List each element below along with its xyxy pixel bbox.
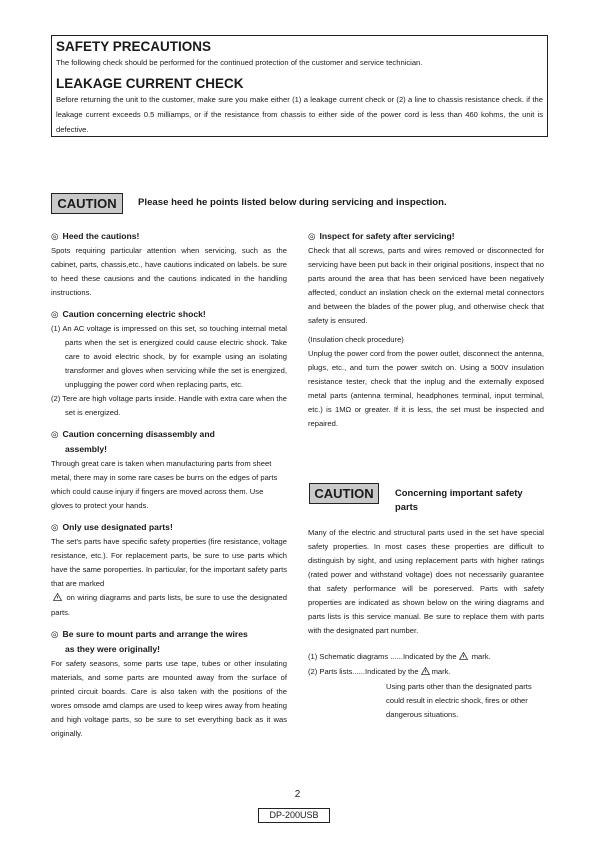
section-heading: ◎ Caution concerning disassembly and assembly! [51, 429, 215, 454]
section-heading: ◎ Heed the cautions! [51, 231, 140, 241]
caution-badge-parts: CAUTION [309, 483, 379, 504]
list-item: (1) Schematic diagrams ......Indicated by the mark. [308, 650, 544, 665]
insulation-title: (Insulation check procedure) [308, 335, 404, 344]
section-heading: ◎ Only use designated parts! [51, 522, 173, 532]
paragraph: Many of the electric and structural parts used in the set have special safety properties. In most cases these properties are difficult to distinguish by sight, and using replacement parts with higher ratings (rated power and withstand voltage) does not necessarily guarantee that safety performance will be poreserved. Parts with safety properties are indicated as shown below on the wiring diagrams and parts lists is this service manual. Be sure to replace them with parts with the designated part number. [308, 528, 544, 635]
page-number: 2 [294, 789, 301, 800]
paragraph: The set's parts have specific safety properties (fire resistance, voltage resistance, etc.). For replacement parts, be sure to use parts which have the same poroperties. In particular, for the important safety parts that are marked on wiring diagrams and parts lists, be sure to use the designated parts. [51, 537, 287, 617]
bullet-icon: ◎ [51, 522, 59, 532]
bullet-icon: ◎ [51, 231, 59, 241]
important-parts-section [308, 526, 544, 722]
safety-intro: The following check should be performed for the continued protection of the customer and service technician. [56, 58, 423, 67]
right-column [308, 222, 544, 431]
safety-precautions-box [51, 35, 548, 137]
section-heading: ◎ Inspect for safety after servicing! [308, 231, 455, 241]
paragraph: Through great care is taken when manufacturing parts from sheet metal, there may in some rare cases be burrs on the edges of parts which could cause injury if fingers are moved across them. Use gloves to protect your hands. [51, 459, 278, 510]
caution-badge: CAUTION [51, 193, 123, 214]
important-parts-heading: Concerning important safety parts [395, 487, 523, 512]
section-heading: ◎ Be sure to mount parts and arrange the wires as they were originally! [51, 629, 248, 654]
leakage-title: LEAKAGE CURRENT CHECK [56, 76, 244, 91]
bullet-icon: ◎ [308, 231, 316, 241]
section-heading: ◎ Caution concerning electric shock! [51, 309, 206, 319]
leakage-text: Before returning the unit to the customer, make sure you make either (1) a leakage current check or (2) a line to chassis resistance check. if the leakage current exceeds 0.5 milliamps, or if the resistance from chassis to either side of the power cord is less than 460 kohms, the unit is defective. [56, 95, 543, 134]
warning-triangle-icon [53, 592, 62, 606]
left-column [51, 222, 287, 741]
paragraph: Check that all screws, parts and wires removed or disconnected for servicing have been put back in their original positions, inspect that no parts around the area that has been serviced have been negatively affected, conduct an inslation check on the external metal connectors and between the blades of the power plug, and otherwise check that safety is ensured. [308, 246, 544, 325]
caution-banner-text: Please heed he points listed below during servicing and inspection. [138, 197, 447, 208]
warning-triangle-icon [459, 651, 468, 665]
safety-title: SAFETY PRECAUTIONS [56, 39, 212, 54]
bullet-icon: ◎ [51, 429, 59, 439]
paragraph: Spots requiring particular attention when servicing, such as the cabinet, parts, chassis,etc., have cautions indicated on labels. be sure to heed these causions and the cautions indicated in the handling instructions. [51, 246, 287, 297]
list-item: (2) Tere are high voltage parts inside. Handle with extra care when the set is energized. [51, 394, 287, 417]
list-item: (2) Parts lists......Indicated by the mark. [308, 665, 544, 680]
bullet-icon: ◎ [51, 629, 59, 639]
list-note: Using parts other than the designated parts could result in electric shock, fires or other dangerous situations. [386, 682, 532, 719]
paragraph: Unplug the power cord from the power outlet, disconnect the antenna, plugs, etc., and turn the power switch on. Using a 500V insulation resistance tester, check that the inplug and the externally exposed metal parts (antenna terminal, headphones terminal, input terminal, etc.) is 1MΩ or greater. If it is less, the set must be inspected and repaired. [308, 349, 544, 428]
warning-triangle-icon [421, 666, 430, 680]
bullet-icon: ◎ [51, 309, 59, 319]
list-item: (1) An AC voltage is impressed on this set, so touching internal metal parts when the set is energized could cause electric shock. Take care to avoid electric shock, by for example using an isolating transformer and gloves when servicing while the set is energized, unplugging the power cord when replacing parts, etc. [51, 324, 287, 389]
model-number: DP-200USB [258, 808, 330, 823]
paragraph: For safety seasons, some parts use tape, tubes or other insulating materials, and some parts are mounted away from the surface of printed circuit boards. Care is also taken with the positions of the wores omsode amd clamps are used to keep wires away from heating and high voltage parts, so be sure to set everything back as it was originally. [51, 659, 287, 738]
